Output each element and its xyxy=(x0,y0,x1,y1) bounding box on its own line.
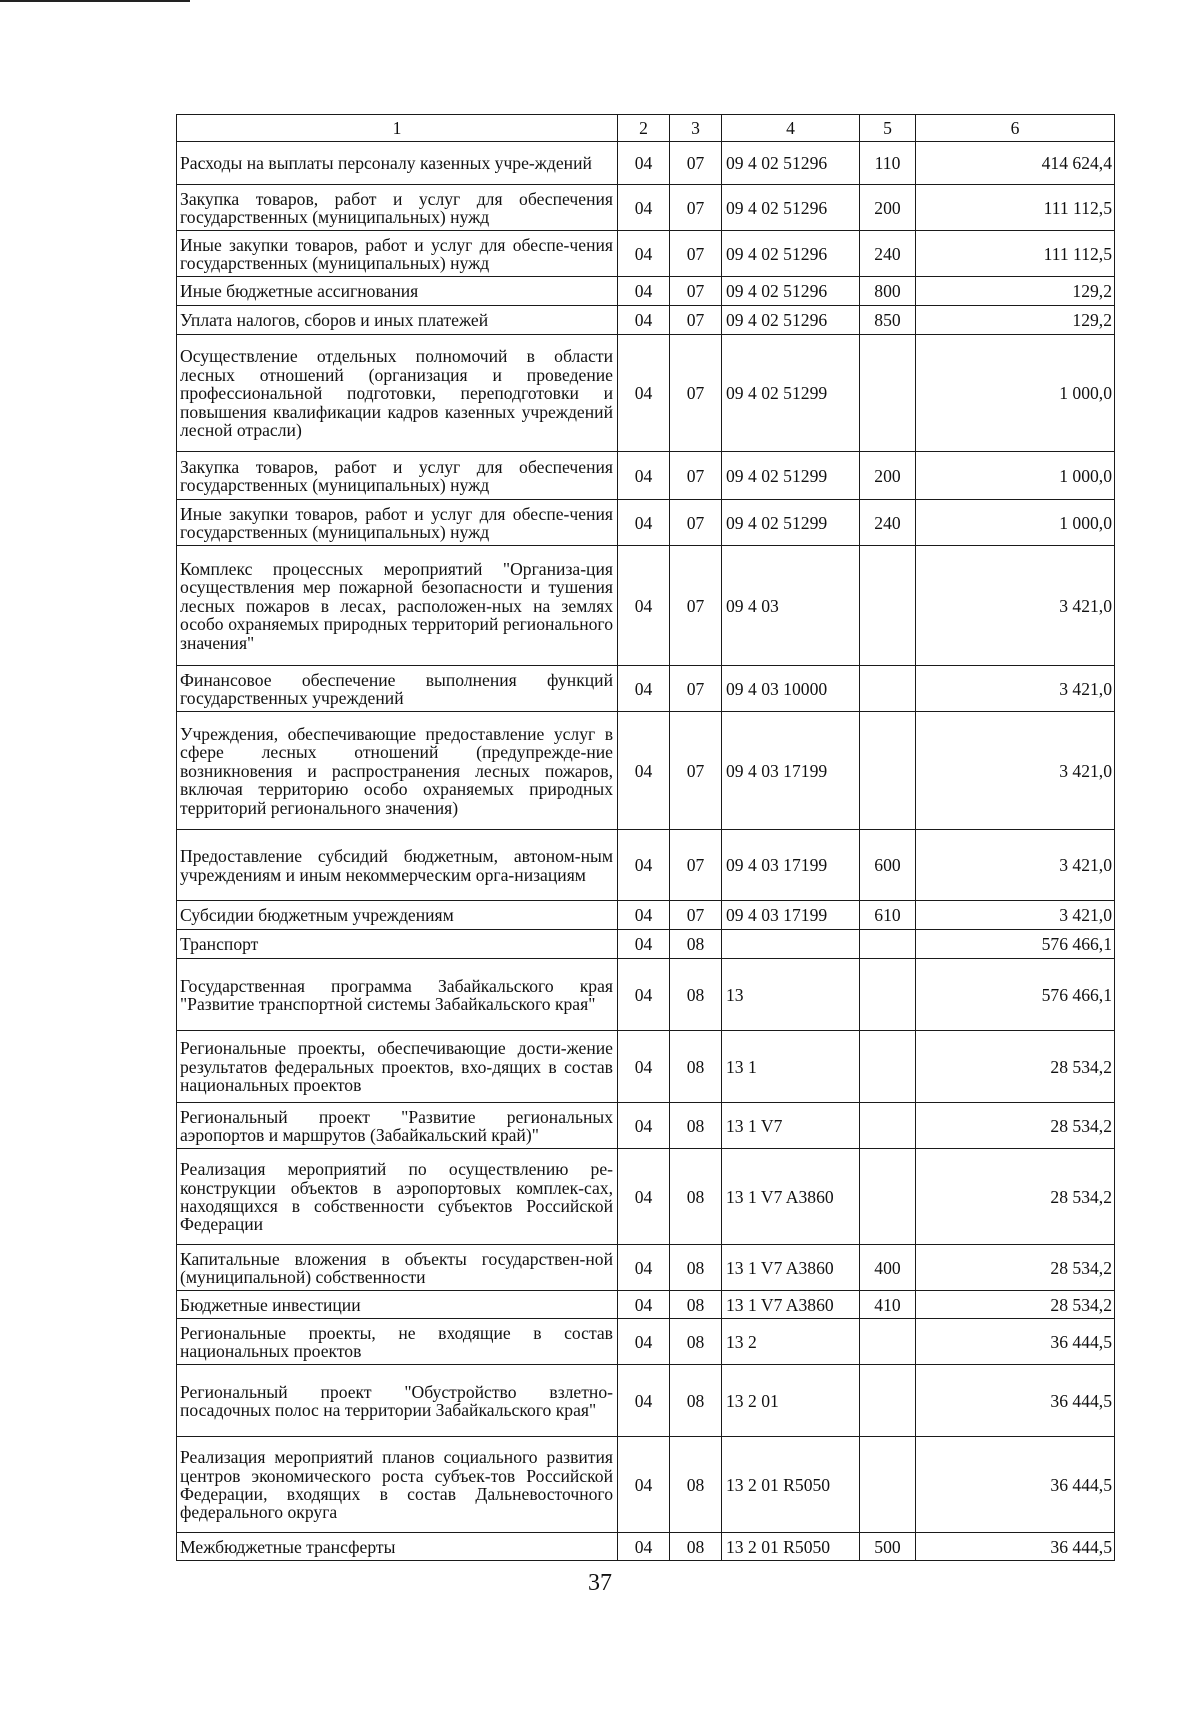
table-row xyxy=(177,142,1115,185)
row-target-article-cell: 13 2 01 xyxy=(722,1365,860,1437)
row-expense-type-cell xyxy=(860,930,916,959)
row-target-article-cell: 13 2 xyxy=(722,1319,860,1365)
row-expense-type-cell: 240 xyxy=(860,500,916,546)
row-subsection-cell: 07 xyxy=(670,500,722,546)
row-section-cell: 04 xyxy=(618,185,670,231)
row-expense-type-cell xyxy=(860,1103,916,1149)
row-amount-cell: 414 624,4 xyxy=(916,142,1115,185)
row-description-cell: Иные бюджетные ассигнования xyxy=(177,277,618,306)
row-target-article-cell: 09 4 02 51296 xyxy=(722,306,860,335)
row-subsection-cell: 07 xyxy=(670,452,722,500)
table-row xyxy=(177,666,1115,712)
table-row xyxy=(177,546,1115,666)
table-row xyxy=(177,930,1115,959)
row-section-cell: 04 xyxy=(618,901,670,930)
row-section-cell: 04 xyxy=(618,1149,670,1245)
row-amount-cell: 3 421,0 xyxy=(916,546,1115,666)
table-row xyxy=(177,1319,1115,1365)
table-row xyxy=(177,1365,1115,1437)
row-amount-cell: 3 421,0 xyxy=(916,712,1115,830)
row-section-cell: 04 xyxy=(618,712,670,830)
header-col-2: 2 xyxy=(618,115,670,142)
header-col-1: 1 xyxy=(177,115,618,142)
row-description-cell: Государственная программа Забайкальского края "Развитие транспортной системы Забайкальского края" xyxy=(177,959,618,1031)
row-description-cell: Комплекс процессных мероприятий "Организа-ция осуществления мер пожарной безопасности и тушения лесных пожаров в лесах, расположен-ных на землях особо охраняемых природных территорий регионального значения" xyxy=(177,546,618,666)
row-target-article-cell: 13 1 V7 A3860 xyxy=(722,1245,860,1291)
row-amount-cell: 576 466,1 xyxy=(916,930,1115,959)
top-edge-rule xyxy=(0,0,190,2)
row-section-cell: 04 xyxy=(618,452,670,500)
row-subsection-cell: 07 xyxy=(670,185,722,231)
row-subsection-cell: 07 xyxy=(670,901,722,930)
row-amount-cell: 3 421,0 xyxy=(916,901,1115,930)
row-subsection-cell: 08 xyxy=(670,1149,722,1245)
table-row xyxy=(177,1291,1115,1319)
row-subsection-cell: 08 xyxy=(670,930,722,959)
row-section-cell: 04 xyxy=(618,1319,670,1365)
row-target-article-cell: 13 2 01 R5050 xyxy=(722,1437,860,1533)
row-section-cell: 04 xyxy=(618,666,670,712)
row-amount-cell: 576 466,1 xyxy=(916,959,1115,1031)
row-amount-cell: 28 534,2 xyxy=(916,1031,1115,1103)
row-expense-type-cell xyxy=(860,959,916,1031)
table-row xyxy=(177,830,1115,901)
row-expense-type-cell xyxy=(860,1319,916,1365)
row-amount-cell: 1 000,0 xyxy=(916,500,1115,546)
row-subsection-cell: 07 xyxy=(670,712,722,830)
row-amount-cell: 1 000,0 xyxy=(916,335,1115,452)
table-row xyxy=(177,959,1115,1031)
row-subsection-cell: 07 xyxy=(670,546,722,666)
row-expense-type-cell: 110 xyxy=(860,142,916,185)
row-section-cell: 04 xyxy=(618,1291,670,1319)
row-description-cell: Иные закупки товаров, работ и услуг для обеспе-чения государственных (муниципальных) нужд xyxy=(177,231,618,277)
row-target-article-cell: 13 xyxy=(722,959,860,1031)
row-target-article-cell: 13 1 xyxy=(722,1031,860,1103)
row-amount-cell: 1 000,0 xyxy=(916,452,1115,500)
row-expense-type-cell xyxy=(860,1365,916,1437)
row-amount-cell: 28 534,2 xyxy=(916,1149,1115,1245)
header-col-5: 5 xyxy=(860,115,916,142)
row-description-cell: Реализация мероприятий планов социального развития центров экономического роста субъек-тов Российской Федерации, входящих в состав Дальневосточного федерального округа xyxy=(177,1437,618,1533)
row-expense-type-cell xyxy=(860,546,916,666)
row-description-cell: Закупка товаров, работ и услуг для обеспечения государственных (муниципальных) нужд xyxy=(177,185,618,231)
row-section-cell: 04 xyxy=(618,830,670,901)
row-subsection-cell: 07 xyxy=(670,142,722,185)
row-amount-cell: 111 112,5 xyxy=(916,185,1115,231)
row-subsection-cell: 08 xyxy=(670,1245,722,1291)
row-subsection-cell: 07 xyxy=(670,277,722,306)
row-subsection-cell: 08 xyxy=(670,1437,722,1533)
row-description-cell: Региональные проекты, не входящие в состав национальных проектов xyxy=(177,1319,618,1365)
row-subsection-cell: 07 xyxy=(670,306,722,335)
row-subsection-cell: 07 xyxy=(670,666,722,712)
row-amount-cell: 36 444,5 xyxy=(916,1533,1115,1561)
row-description-cell: Иные закупки товаров, работ и услуг для обеспе-чения государственных (муниципальных) нужд xyxy=(177,500,618,546)
row-expense-type-cell: 200 xyxy=(860,452,916,500)
header-col-3: 3 xyxy=(670,115,722,142)
row-section-cell: 04 xyxy=(618,335,670,452)
row-amount-cell: 28 534,2 xyxy=(916,1103,1115,1149)
row-section-cell: 04 xyxy=(618,930,670,959)
row-section-cell: 04 xyxy=(618,306,670,335)
table-row xyxy=(177,1103,1115,1149)
row-description-cell: Бюджетные инвестиции xyxy=(177,1291,618,1319)
row-amount-cell: 28 534,2 xyxy=(916,1291,1115,1319)
row-subsection-cell: 07 xyxy=(670,335,722,452)
row-expense-type-cell xyxy=(860,1149,916,1245)
table-header-row xyxy=(177,115,1115,142)
row-subsection-cell: 08 xyxy=(670,1291,722,1319)
row-expense-type-cell xyxy=(860,1437,916,1533)
row-subsection-cell: 08 xyxy=(670,959,722,1031)
row-target-article-cell: 09 4 02 51296 xyxy=(722,277,860,306)
row-expense-type-cell: 600 xyxy=(860,830,916,901)
row-target-article-cell: 09 4 02 51296 xyxy=(722,185,860,231)
row-target-article-cell: 09 4 02 51299 xyxy=(722,335,860,452)
row-target-article-cell: 13 1 V7 xyxy=(722,1103,860,1149)
row-section-cell: 04 xyxy=(618,1533,670,1561)
row-expense-type-cell: 200 xyxy=(860,185,916,231)
row-target-article-cell: 13 1 V7 A3860 xyxy=(722,1149,860,1245)
row-subsection-cell: 08 xyxy=(670,1365,722,1437)
row-target-article-cell: 09 4 02 51296 xyxy=(722,142,860,185)
table-body xyxy=(177,142,1115,1561)
row-amount-cell: 129,2 xyxy=(916,277,1115,306)
table-row xyxy=(177,1533,1115,1561)
row-amount-cell: 3 421,0 xyxy=(916,830,1115,901)
row-section-cell: 04 xyxy=(618,500,670,546)
row-description-cell: Субсидии бюджетным учреждениям xyxy=(177,901,618,930)
row-section-cell: 04 xyxy=(618,1103,670,1149)
table-row xyxy=(177,1437,1115,1533)
table-row xyxy=(177,277,1115,306)
row-description-cell: Межбюджетные трансферты xyxy=(177,1533,618,1561)
budget-allocation-table xyxy=(176,114,1115,1561)
row-expense-type-cell xyxy=(860,666,916,712)
row-amount-cell: 129,2 xyxy=(916,306,1115,335)
row-target-article-cell: 09 4 03 17199 xyxy=(722,830,860,901)
row-section-cell: 04 xyxy=(618,231,670,277)
row-target-article-cell: 09 4 02 51299 xyxy=(722,500,860,546)
row-amount-cell: 36 444,5 xyxy=(916,1365,1115,1437)
table-row xyxy=(177,901,1115,930)
row-target-article-cell: 13 2 01 R5050 xyxy=(722,1533,860,1561)
table-row xyxy=(177,185,1115,231)
row-description-cell: Реализация мероприятий по осуществлению ре-конструкции объектов в аэропортовых комплек-сах, находящихся в собственности субъектов Российской Федерации xyxy=(177,1149,618,1245)
row-amount-cell: 36 444,5 xyxy=(916,1437,1115,1533)
row-description-cell: Учреждения, обеспечивающие предоставление услуг в сфере лесных отношений (предупрежде-ние возникновения и распространения лесных пожаров, включая территорию особо охраняемых природных территорий регионального значения) xyxy=(177,712,618,830)
row-expense-type-cell xyxy=(860,335,916,452)
table-row xyxy=(177,1245,1115,1291)
row-section-cell: 04 xyxy=(618,959,670,1031)
row-section-cell: 04 xyxy=(618,1437,670,1533)
row-description-cell: Капитальные вложения в объекты государствен-ной (муниципальной) собственности xyxy=(177,1245,618,1291)
row-subsection-cell: 08 xyxy=(670,1103,722,1149)
row-description-cell: Региональные проекты, обеспечивающие дости-жение результатов федеральных проектов, вхо-дящих в состав национальных проектов xyxy=(177,1031,618,1103)
row-description-cell: Закупка товаров, работ и услуг для обеспечения государственных (муниципальных) нужд xyxy=(177,452,618,500)
row-target-article-cell: 09 4 03 17199 xyxy=(722,712,860,830)
row-expense-type-cell: 800 xyxy=(860,277,916,306)
row-target-article-cell: 09 4 03 10000 xyxy=(722,666,860,712)
row-target-article-cell: 09 4 03 xyxy=(722,546,860,666)
row-section-cell: 04 xyxy=(618,1245,670,1291)
row-target-article-cell: 09 4 02 51299 xyxy=(722,452,860,500)
row-section-cell: 04 xyxy=(618,142,670,185)
row-description-cell: Региональный проект "Развитие региональных аэропортов и маршрутов (Забайкальский край)" xyxy=(177,1103,618,1149)
row-amount-cell: 111 112,5 xyxy=(916,231,1115,277)
row-expense-type-cell: 610 xyxy=(860,901,916,930)
row-subsection-cell: 08 xyxy=(670,1533,722,1561)
row-subsection-cell: 08 xyxy=(670,1031,722,1103)
row-description-cell: Уплата налогов, сборов и иных платежей xyxy=(177,306,618,335)
row-section-cell: 04 xyxy=(618,1365,670,1437)
row-description-cell: Осуществление отдельных полномочий в области лесных отношений (организация и проведение профессиональной подготовки, переподготовки и повышения квалификации кадров казенных учреждений лесной отрасли) xyxy=(177,335,618,452)
table-row xyxy=(177,335,1115,452)
row-expense-type-cell: 500 xyxy=(860,1533,916,1561)
table-row xyxy=(177,500,1115,546)
table-row xyxy=(177,231,1115,277)
row-description-cell: Расходы на выплаты персоналу казенных учре-ждений xyxy=(177,142,618,185)
row-target-article-cell: 09 4 03 17199 xyxy=(722,901,860,930)
table-row xyxy=(177,1031,1115,1103)
row-target-article-cell: 09 4 02 51296 xyxy=(722,231,860,277)
header-col-6: 6 xyxy=(916,115,1115,142)
row-subsection-cell: 07 xyxy=(670,231,722,277)
table-row xyxy=(177,712,1115,830)
row-target-article-cell xyxy=(722,930,860,959)
table-row xyxy=(177,306,1115,335)
row-amount-cell: 3 421,0 xyxy=(916,666,1115,712)
table-row xyxy=(177,1149,1115,1245)
row-description-cell: Транспорт xyxy=(177,930,618,959)
row-subsection-cell: 07 xyxy=(670,830,722,901)
page-number: 37 xyxy=(588,1570,612,1596)
row-subsection-cell: 08 xyxy=(670,1319,722,1365)
table-row xyxy=(177,452,1115,500)
row-description-cell: Предоставление субсидий бюджетным, автоном-ным учреждениям и иным некоммерческим орга-низациям xyxy=(177,830,618,901)
row-section-cell: 04 xyxy=(618,277,670,306)
row-expense-type-cell: 850 xyxy=(860,306,916,335)
row-amount-cell: 36 444,5 xyxy=(916,1319,1115,1365)
row-expense-type-cell xyxy=(860,712,916,830)
row-description-cell: Региональный проект "Обустройство взлетно-посадочных полос на территории Забайкальского края" xyxy=(177,1365,618,1437)
row-expense-type-cell: 400 xyxy=(860,1245,916,1291)
header-col-4: 4 xyxy=(722,115,860,142)
row-expense-type-cell xyxy=(860,1031,916,1103)
row-expense-type-cell: 240 xyxy=(860,231,916,277)
row-expense-type-cell: 410 xyxy=(860,1291,916,1319)
row-section-cell: 04 xyxy=(618,546,670,666)
row-description-cell: Финансовое обеспечение выполнения функций государственных учреждений xyxy=(177,666,618,712)
row-section-cell: 04 xyxy=(618,1031,670,1103)
row-target-article-cell: 13 1 V7 A3860 xyxy=(722,1291,860,1319)
row-amount-cell: 28 534,2 xyxy=(916,1245,1115,1291)
